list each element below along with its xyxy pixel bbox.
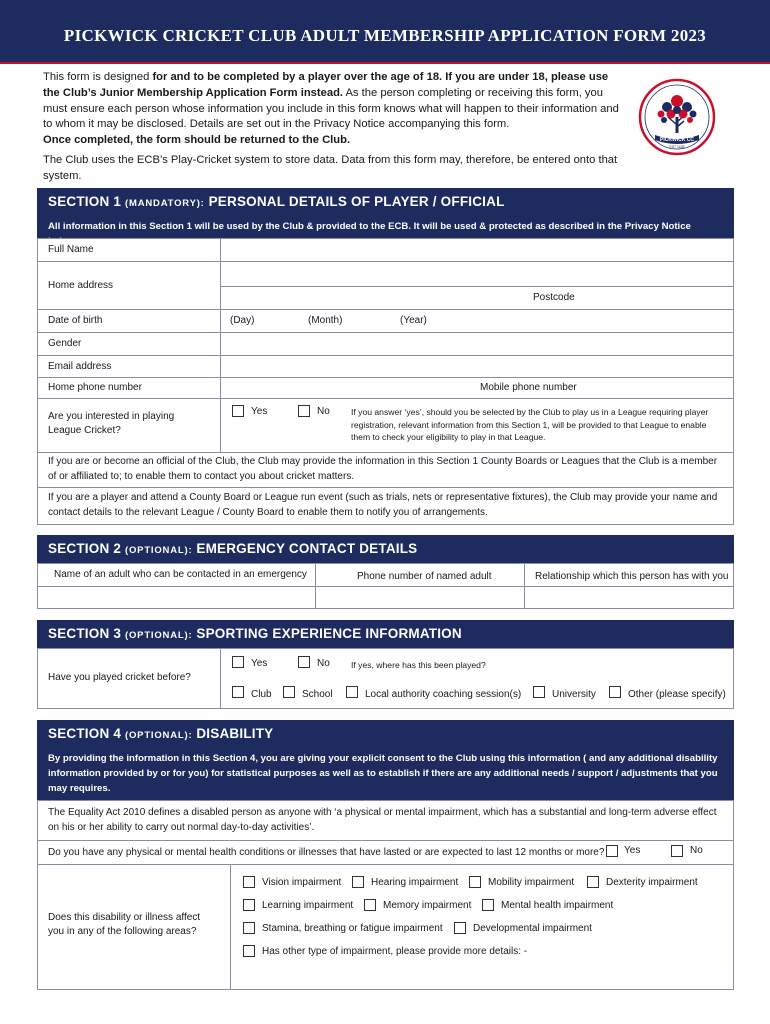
stamina-checkbox[interactable] (243, 922, 255, 934)
logo-name: PICKWICK CC (660, 137, 694, 143)
emergency-relationship-header: Relationship which this person has with you (535, 571, 729, 582)
form-title: PICKWICK CRICKET CLUB ADULT MEMBERSHIP APPLICATION FORM 2023 (63, 26, 707, 45)
intro-p1-c: As the person completing or receiving this form, you must ensure each person whose information you include in this form knows what will happen to their information and to whom it may be disclosed. Details are set out in the Privacy Notice accompanying this form. (43, 86, 619, 131)
section1-subheading: All information in this Section 1 will be used by the Club & provided to the ECB. It will be used & protected as described in the Privacy Notice below. (37, 216, 734, 238)
mental-health-label: Mental health impairment (501, 900, 614, 911)
section3-tag: (OPTIONAL): (125, 630, 193, 641)
section3-heading: SPORTING EXPERIENCE INFORMATION (196, 626, 462, 641)
dexterity-checkbox[interactable] (587, 876, 599, 888)
section4-tag: (OPTIONAL): (125, 730, 193, 741)
mobility-label: Mobility impairment (488, 877, 575, 888)
condition-no-checkbox[interactable] (671, 845, 683, 857)
intro-p1-a: This form is designed (43, 71, 153, 83)
official-note: If you are or become an official of the Club, the Club may provide the information in this Section 1 County Boards or Leagues that the Club is a member of or affiliated to; to enable them to contact you about cricket matters. (48, 456, 718, 482)
condition-question: Do you have any physical or mental health conditions or illnesses that have lasted or are expected to last 12 months or more? (48, 847, 605, 858)
developmental-label: Developmental impairment (473, 923, 592, 934)
league-question: Are you interested in playing League Cricket? (48, 411, 175, 436)
league-yes-checkbox[interactable] (232, 405, 244, 417)
learning-checkbox[interactable] (243, 899, 255, 911)
postcode-label: Postcode (533, 292, 575, 303)
mobility-checkbox[interactable] (469, 876, 481, 888)
full-name-field[interactable] (221, 239, 733, 261)
memory-checkbox[interactable] (364, 899, 376, 911)
emergency-name-field[interactable] (38, 587, 314, 608)
logo-est: EST 1838 (669, 145, 685, 149)
other-label: Other (please specify) (628, 689, 726, 700)
equality-act-note: The Equality Act 2010 defines a disabled person as anyone with ‘a physical or mental impairment, which has a substantial and long-term adverse effect on his or her ability to carry out normal day-to-day activities’. (48, 807, 717, 833)
emergency-phone-header: Phone number of named adult (357, 571, 492, 582)
section1-header (37, 188, 734, 216)
section2-tag: (OPTIONAL): (125, 545, 193, 556)
learning-label: Learning impairment (262, 900, 354, 911)
condition-no-label: No (690, 845, 703, 856)
section3-title: SECTION 3 (48, 626, 122, 641)
local-authority-label: Local authority coaching session(s) (365, 689, 522, 700)
section4-subheading: By providing the information in this Section 4, you are giving your explicit consent to the Club using this information ( and any additional disability information provided by or for you) for statistical purposes as well as to establish if there are any additional needs / support / adjustments that you may requires. (37, 748, 734, 800)
school-label: School (302, 689, 333, 700)
played-no-checkbox[interactable] (298, 656, 310, 668)
local-authority-checkbox[interactable] (346, 686, 358, 698)
vision-checkbox[interactable] (243, 876, 255, 888)
emergency-phone-field[interactable] (316, 587, 523, 608)
vision-label: Vision impairment (262, 877, 342, 888)
gender-label: Gender (48, 338, 82, 349)
university-checkbox[interactable] (533, 686, 545, 698)
section4-heading: DISABILITY (196, 726, 274, 741)
played-yes-label: Yes (251, 658, 268, 669)
gender-field[interactable] (221, 333, 733, 355)
mental-health-checkbox[interactable] (482, 899, 494, 911)
emergency-name-header: Name of an adult who can be contacted in an emergency (54, 569, 307, 580)
league-no-label: No (317, 406, 330, 417)
section2-title: SECTION 2 (48, 541, 122, 556)
section4-title: SECTION 4 (48, 726, 122, 741)
league-note: If you answer ‘yes’, should you be selected by the Club to play us in a League requiring player registration, relevant information from this Section 1, will be provided to that League to enable them to check your eligibility to play in that League. (351, 407, 709, 442)
university-label: University (552, 689, 596, 700)
played-where-label: If yes, where has this been played? (351, 660, 486, 670)
section1-title: SECTION 1 (48, 194, 122, 209)
club-label: Club (251, 689, 272, 700)
other-checkbox[interactable] (609, 686, 621, 698)
league-no-checkbox[interactable] (298, 405, 310, 417)
email-field[interactable] (221, 356, 733, 377)
section2-heading: EMERGENCY CONTACT DETAILS (196, 541, 418, 556)
player-note: If you are a player and attend a County Board or League run event (such as trials, nets or representative fixtures), the Club may provide your name and contact details to the relevant League / County Board to enable them to notify you of arrangements. (48, 492, 718, 518)
home-address-field[interactable] (221, 262, 733, 309)
section2-header (37, 535, 734, 563)
header-divider (0, 62, 770, 64)
hearing-checkbox[interactable] (352, 876, 364, 888)
school-checkbox[interactable] (283, 686, 295, 698)
memory-label: Memory impairment (383, 900, 472, 911)
dob-month-label: (Month) (308, 315, 343, 326)
dob-day-label: (Day) (230, 315, 255, 326)
home-address-label: Home address (48, 280, 114, 291)
other-impairment-label: Has other type of impairment, please provide more details: - (262, 946, 528, 957)
club-checkbox[interactable] (232, 686, 244, 698)
section3-header (37, 620, 734, 648)
areas-question: Does this disability or illness affect you in any of the following areas? (48, 912, 201, 937)
dob-label: Date of birth (48, 315, 103, 326)
home-phone-label: Home phone number (48, 382, 142, 393)
played-before-question: Have you played cricket before? (48, 672, 191, 683)
stamina-label: Stamina, breathing or fatigue impairment (262, 923, 443, 934)
section4-header (37, 720, 734, 748)
played-yes-checkbox[interactable] (232, 656, 244, 668)
section1-heading: PERSONAL DETAILS OF PLAYER / OFFICIAL (208, 194, 505, 209)
developmental-checkbox[interactable] (454, 922, 466, 934)
intro-play-cricket-note: The Club uses the ECB’s Play-Cricket system to store data. Data from this form may, therefore, be entered onto that system. (43, 153, 618, 182)
mobile-phone-label: Mobile phone number (480, 382, 577, 393)
played-no-label: No (317, 658, 330, 669)
dob-year-label: (Year) (400, 315, 427, 326)
intro-text (43, 70, 623, 185)
condition-yes-label: Yes (624, 845, 641, 856)
other-impairment-checkbox[interactable] (243, 945, 255, 957)
full-name-label: Full Name (48, 244, 94, 255)
dexterity-label: Dexterity impairment (606, 877, 698, 888)
emergency-relationship-field[interactable] (525, 587, 733, 608)
league-yes-label: Yes (251, 406, 268, 417)
intro-p1-b: for and to be completed by a player over the age of 18. If you are under 18, please use the Club’s Junior Membership Application Form instead. (43, 71, 609, 99)
club-crest-logo (637, 77, 717, 157)
section1-tag: (MANDATORY): (125, 198, 205, 209)
intro-return-note: Once completed, the form should be returned to the Club. (43, 134, 351, 147)
hearing-label: Hearing impairment (371, 877, 459, 888)
email-label: Email address (48, 361, 112, 372)
condition-yes-checkbox[interactable] (606, 845, 618, 857)
